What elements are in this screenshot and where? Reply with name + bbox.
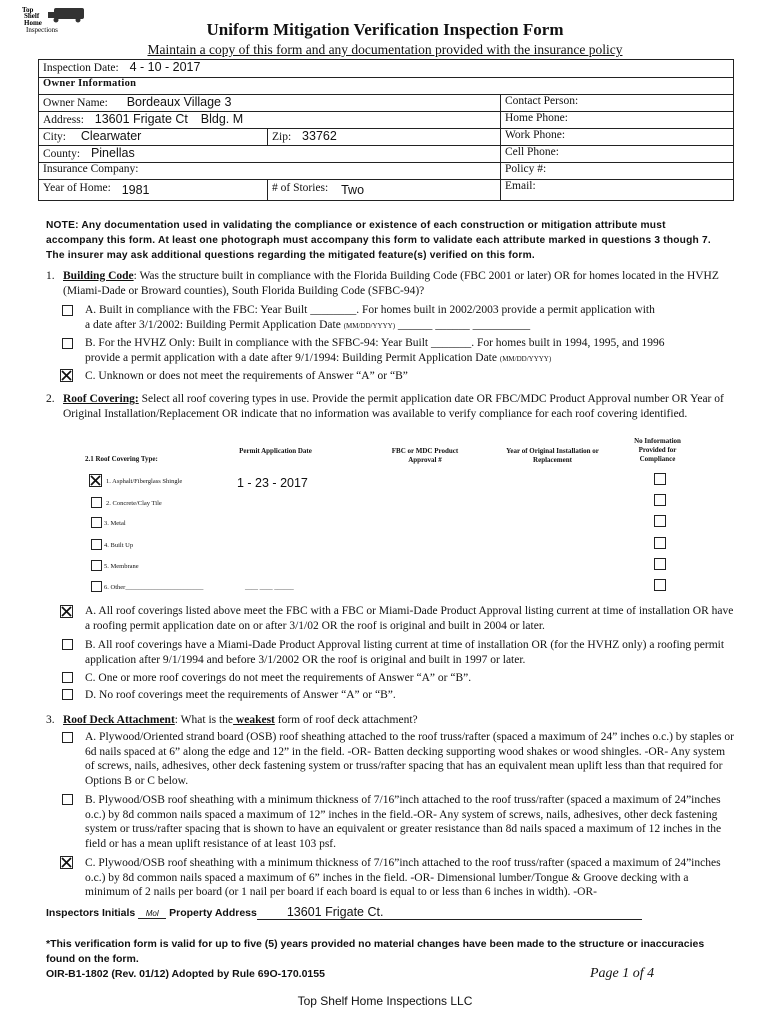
q3-weakest: weakest bbox=[233, 714, 275, 726]
owner-info-heading: Owner Information bbox=[39, 78, 734, 95]
stories-value[interactable]: Two bbox=[341, 183, 365, 197]
policy-label[interactable]: Policy #: bbox=[501, 163, 734, 180]
roof-type-membrane-checkbox[interactable] bbox=[91, 560, 102, 571]
city-value[interactable]: Clearwater bbox=[80, 129, 142, 143]
roof-type-other: 6. Other________________________ bbox=[104, 584, 204, 591]
roof-type-shingle-checkbox-checked[interactable] bbox=[89, 474, 102, 487]
q1-number: 1. bbox=[46, 270, 55, 282]
q1-b-date-format: (MM/DD/YYYY) bbox=[499, 354, 552, 363]
q2-b-text: B. All roof coverings have a Miami-Dade Product Approval listing current at time of installation OR (for the HVHZ only) a roofing permit application after 9/1/1994 and before 3/1/2002 OR the roof is original and built in 1997 or later. bbox=[85, 639, 725, 666]
q1-c-text: C. Unknown or does not meet the requirements of Answer “A” or “B” bbox=[85, 370, 408, 382]
insurance-company-label[interactable]: Insurance Company: bbox=[39, 163, 501, 180]
q3-c-text: C. Plywood/OSB roof sheathing with a minimum thickness of 7/16”inch attached to the roof truss/rafter (spaced a maximum of 24”inches o.c.) by 8d common nails spaced a maximum of 6” inches in the field. -OR- Dimensional lumber/Tongue & Groove decking with a minimum of 2 nails per board (or 1 nail per board if each board is equal to or less than 6 inches in width). -OR- bbox=[85, 857, 721, 898]
q1-b-line2: provide a permit application with a date after 9/1/1994: Building Permit Application Date bbox=[85, 351, 497, 364]
roof-type-tile: 2. Concrete/Clay Tile bbox=[106, 500, 162, 507]
city-label: City: bbox=[43, 131, 67, 143]
contact-person-label[interactable]: Contact Person: bbox=[501, 95, 734, 112]
q3-b-checkbox[interactable] bbox=[62, 794, 73, 805]
shingle-permit-date[interactable]: 1 - 23 - 2017 bbox=[237, 476, 308, 490]
roof-type-membrane: 5. Membrane bbox=[104, 563, 139, 570]
roof-type-other-checkbox[interactable] bbox=[91, 581, 102, 592]
form-title: Uniform Mitigation Verification Inspection Form bbox=[206, 20, 564, 39]
inspector-line bbox=[46, 905, 736, 920]
product-approval-header: FBC or MDC Product Approval # bbox=[391, 447, 459, 464]
q3-c-checkbox-checked[interactable] bbox=[60, 856, 73, 869]
roof-noinfo-6-checkbox[interactable] bbox=[654, 579, 666, 591]
q1-a-line1: A. Built in compliance with the FBC: Year Built ________. For homes built in 2002/2003 provide a permit application with bbox=[85, 304, 655, 316]
q1-a-text: A. Built in compliance with the FBC: Year Built ________. For homes built in 2002/2003 provide a permit application with a date after 3/1/2002: Building Permit Application Date (MM/DD/YYYY) ______ ______ __________ bbox=[85, 303, 735, 333]
year-install-header: Year of Original Installation or Replacement bbox=[506, 447, 599, 464]
q3-label: Roof Deck Attachment bbox=[63, 714, 175, 726]
roof-type-shingle: 1. Asphalt/Fiberglass Shingle bbox=[106, 478, 183, 485]
q2-number: 2. bbox=[46, 393, 55, 405]
svg-text:Inspections: Inspections bbox=[26, 26, 58, 34]
county-value[interactable]: Pinellas bbox=[90, 146, 135, 160]
q2-label: Roof Covering: bbox=[63, 393, 139, 405]
roof-type-tile-checkbox[interactable] bbox=[91, 497, 102, 508]
year-of-home-value[interactable]: 1981 bbox=[121, 183, 150, 197]
form-id: OIR-B1-1802 (Rev. 01/12) Adopted by Rule 69O-170.0155 bbox=[46, 968, 325, 980]
q2-c-text: C. One or more roof coverings do not meet the requirements of Answer “A” or “B”. bbox=[85, 672, 472, 684]
q3-number: 3. bbox=[46, 714, 55, 726]
no-info-header: No Information Provided for Compliance bbox=[634, 437, 681, 463]
q1-text: : Was the structure built in compliance with the Florida Building Code (FBC 2001 or later) OR for homes located in the HVHZ (Miami-Dade or Broward counties), South Florida Building Code (SFBC-94)? bbox=[63, 270, 719, 297]
q3-b-text: B. Plywood/OSB roof sheathing with a minimum thickness of 7/16”inch attached to the roof truss/rafter (spaced a maximum of 24”inches o.c.) by 8d common nails spaced a maximum of 12” inches in the field.-OR- Any system of screws, nails, adhesives, other deck fastening system or truss/rafter spacing that is shown to have an equivalent or greater resistance than 8d nails spaced a maximum of 12 inches in the field or has a mean uplift resistance of at least 103 psf. bbox=[85, 794, 722, 850]
q2-a-checkbox-checked[interactable] bbox=[60, 605, 73, 618]
inspection-date-label: Inspection Date: bbox=[43, 62, 119, 74]
q2-d-checkbox[interactable] bbox=[62, 689, 73, 700]
year-of-home-label: Year of Home: bbox=[43, 182, 111, 194]
q2-question bbox=[46, 392, 736, 420]
q1-a-checkbox[interactable] bbox=[62, 305, 73, 316]
q1-b-line1: B. For the HVHZ Only: Built in compliance with the SFBC-94: Year Built _______. For homes built in 1994, 1995, and 1996 bbox=[85, 337, 665, 349]
q2-text: Select all roof covering types in use. Provide the permit application date OR FBC/MDC Product Approval number OR Year of Original Installation/Replacement OR indicate that no information was available to verify compliance for each roof covering identified. bbox=[63, 393, 724, 420]
roof-noinfo-3-checkbox[interactable] bbox=[654, 515, 666, 527]
permit-date-header: Permit Application Date bbox=[239, 447, 312, 455]
address-bldg-value[interactable]: Bldg. M bbox=[200, 112, 244, 126]
inspection-date-value[interactable]: 4 - 10 - 2017 bbox=[129, 60, 201, 74]
roof-noinfo-1-checkbox[interactable] bbox=[654, 473, 666, 485]
address-label: Address: bbox=[43, 114, 84, 126]
work-phone-label[interactable]: Work Phone: bbox=[501, 129, 734, 146]
roof-type-header: 2.1 Roof Covering Type: bbox=[85, 455, 158, 463]
stories-label: # of Stories: bbox=[272, 182, 329, 194]
owner-name-value[interactable]: Bordeaux Village 3 bbox=[126, 95, 232, 109]
form-subtitle: Maintain a copy of this form and any documentation provided with the insurance policy bbox=[147, 42, 623, 57]
roof-type-builtup-checkbox[interactable] bbox=[91, 539, 102, 550]
other-date-blank: ____ ____ ______ bbox=[245, 584, 294, 591]
zip-label: Zip: bbox=[272, 131, 292, 143]
q3-a-text: A. Plywood/Oriented strand board (OSB) roof sheathing attached to the roof truss/rafter (spaced a maximum of 24” inches o.c.) by staples or 6d nails spaced at 6” along the edge and 12” in the field. -OR- Batten decking supporting wood shakes or wood shingles. -OR- Any system of screws, nails, adhesives, other deck fastening system or truss/rafter spacing that has an equivalent mean uplift less than that required for Options B or C below. bbox=[85, 731, 734, 787]
roof-type-builtup: 4. Built Up bbox=[104, 542, 134, 549]
q3-text-post: form of roof deck attachment? bbox=[274, 714, 418, 726]
q2-c-checkbox[interactable] bbox=[62, 672, 73, 683]
roof-noinfo-4-checkbox[interactable] bbox=[654, 537, 666, 549]
home-phone-label[interactable]: Home Phone: bbox=[501, 112, 734, 129]
q1-b-checkbox[interactable] bbox=[62, 338, 73, 349]
roof-type-other-label: 6. Other bbox=[104, 584, 126, 591]
company-footer: Top Shelf Home Inspections LLC bbox=[297, 994, 473, 1008]
roof-noinfo-2-checkbox[interactable] bbox=[654, 494, 666, 506]
property-address-label: Property Address bbox=[169, 907, 257, 919]
county-label: County: bbox=[43, 148, 81, 160]
svg-text:Home: Home bbox=[24, 19, 42, 27]
svg-text:Shelf: Shelf bbox=[24, 12, 40, 20]
q2-d-text: D. No roof coverings meet the requirements of Answer “A” or “B”. bbox=[85, 689, 396, 701]
q1-c-checkbox-checked[interactable] bbox=[60, 369, 73, 382]
owner-info-table bbox=[38, 59, 734, 201]
roof-noinfo-5-checkbox[interactable] bbox=[654, 558, 666, 570]
validity-note: *This verification form is valid for up to five (5) years provided no material changes have been made to the structure or inaccuracies found on the form. bbox=[46, 938, 705, 965]
cell-phone-label[interactable]: Cell Phone: bbox=[501, 146, 734, 163]
q2-a-text: A. All roof coverings listed above meet the FBC with a FBC or Miami-Dade Product Approval listing current at time of installation OR have a roofing permit application date on or after 3/1/02 OR the roof is original and built in 2004 or later. bbox=[85, 605, 734, 632]
zip-value[interactable]: 33762 bbox=[302, 129, 337, 143]
q1-a-date-format: (MM/DD/YYYY) bbox=[343, 321, 396, 330]
documentation-note: NOTE: Any documentation used in validating the compliance or existence of each construction or mitigation attribute must accompany this form. At least one photograph must accompany this form to validate each attribute marked in questions 3 though 7. The insurer may ask additional questions regarding the mitigated feature(s) verified on this form. bbox=[46, 220, 711, 261]
q3-text-pre: : What is the bbox=[174, 714, 234, 726]
address-value[interactable]: 13601 Frigate Ct bbox=[94, 112, 188, 126]
q1-question bbox=[46, 269, 736, 297]
initials-value[interactable]: Mol bbox=[138, 909, 166, 919]
roof-type-metal: 3. Metal bbox=[104, 520, 126, 527]
email-label[interactable]: Email: bbox=[501, 180, 734, 201]
property-address-value[interactable]: 13601 Frigate Ct. bbox=[257, 905, 642, 920]
q3-question bbox=[46, 713, 736, 728]
q1-label: Building Code bbox=[63, 270, 134, 282]
q1-b-text bbox=[85, 336, 735, 366]
q3-a-checkbox[interactable] bbox=[62, 732, 73, 743]
svg-text:Top: Top bbox=[22, 6, 34, 14]
initials-label: Inspectors Initials bbox=[46, 907, 136, 919]
page-number: Page 1 of 4 bbox=[590, 966, 655, 981]
q2-b-checkbox[interactable] bbox=[62, 639, 73, 650]
owner-name-label: Owner Name: bbox=[43, 97, 108, 109]
roof-type-metal-checkbox[interactable] bbox=[91, 517, 102, 528]
q1-a-line2: a date after 3/1/2002: Building Permit Application Date bbox=[85, 318, 341, 331]
